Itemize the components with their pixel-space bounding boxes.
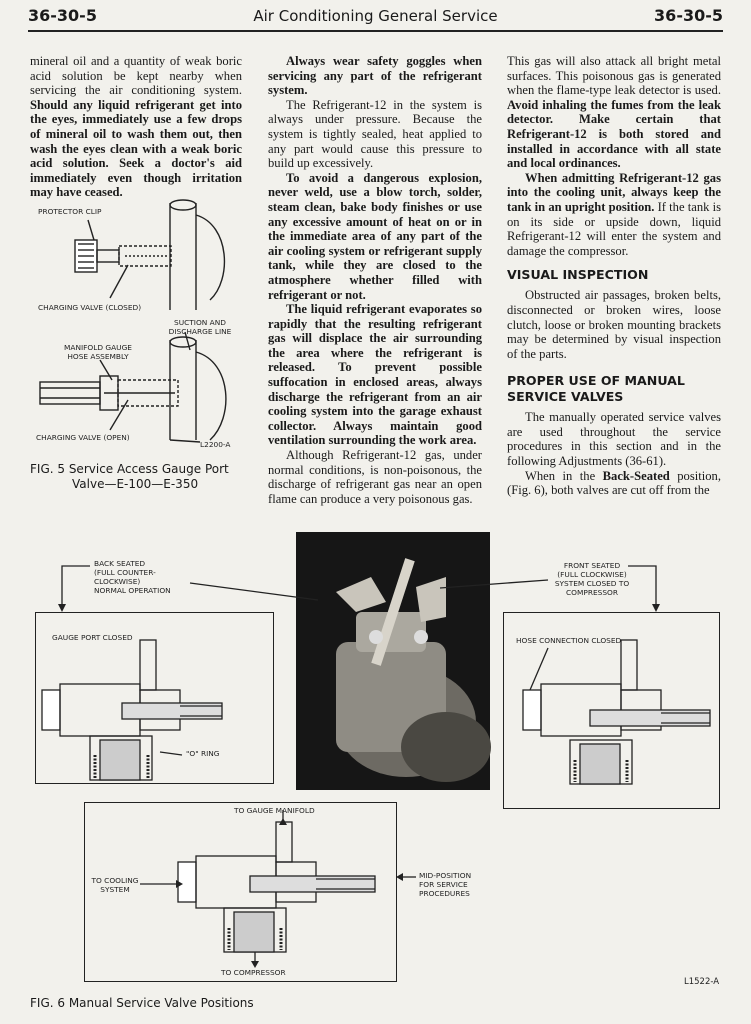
col3-paragraph-1: This gas will also attack all bright metal surfaces. This poisonous gas is generated when the flame-type leak detector is used. Avoid inhaling the fumes from the leak detector. Make certain that Refrigerant-12 is both stored and installed in accordance with all state and local ordinances. (507, 54, 721, 171)
fig5-reference-code: L2200-A (200, 440, 231, 449)
col3-paragraph-2: When admitting Refrigerant-12 gas into the cooling unit, always keep the tank in an upright position. If the tank is on its side or upside down, liquid Refrigerant-12 will enter the system and damage the compressor. (507, 170, 721, 258)
heading-manual-service-valves: PROPER USE OF MANUAL SERVICE VALVES (507, 373, 685, 405)
label-suction-discharge-line: SUCTION AND DISCHARGE LINE (168, 318, 232, 336)
fig6-caption: FIG. 6 Manual Service Valve Positions (30, 996, 254, 1010)
col2-paragraph-2: The Refrigerant-12 in the system is always under pressure. Because the system is tightly sealed, heat applied to any part would cause this pressure to build up excessively. (268, 97, 482, 171)
label-mid-position: MID-POSITION FOR SERVICE PROCEDURES (419, 871, 472, 898)
label-to-gauge-manifold: TO GAUGE MANIFOLD (234, 806, 315, 815)
col2-paragraph-4: The liquid refrigerant evaporates so rapidly that the resulting refrigerant gas will displace the air surrounding the area where the refrigerant is released. To prevent possible suffocation in enclosed areas, always discharge the refrigerant from an air cooling system into the garage exhaust collector. Always maintain good ventilation surrounding the work area. (268, 302, 482, 448)
col2-paragraph-1: Always wear safety goggles when servicing any part of the refrigerant system. (268, 54, 482, 98)
fig6-reference-code: L1522-A (684, 977, 720, 987)
fig5-caption-line-2: Valve—E-100—E-350 (72, 477, 199, 491)
fig5-caption-line-1: FIG. 5 Service Access Gauge Port (30, 462, 229, 476)
col2-paragraph-3: To avoid a dangerous explosion, never weld, use a blow torch, solder, steam clean, bake body finishes or use any excessive amount of heat on or in the immediate area of any part of the air cooling system or refrigerant supply tank, while they are closed to the atmosphere whether filled with refrigerant or not. (268, 170, 482, 302)
label-front-seated: FRONT SEATED (FULL CLOCKWISE) SYSTEM CLOSED TO COMPRESSOR (554, 561, 630, 597)
page-number-right: 36-30-5 (654, 6, 723, 25)
label-charging-valve-open: CHARGING VALVE (OPEN) (36, 433, 130, 442)
col2-paragraph-5: Although Refrigerant-12 gas, under normal conditions, is non-poisonous, the discharge of refrigerant gas near an open flame can produce a very poisonous gas. (268, 448, 482, 506)
label-to-cooling-system: TO COOLING SYSTEM (91, 876, 139, 894)
col1-paragraph: mineral oil and a quantity of weak boric acid solution be kept nearby when servicing the air conditioning system. Should any liquid refrigerant get into the eyes, immediately use a few drops of mineral oil to wash them out, then wash the eyes clean with a weak boric acid solution. Seek a doctor's aid immediately even though irritation may have ceased. (30, 54, 242, 200)
label-manifold-gauge-hose: MANIFOLD GAUGE HOSE ASSEMBLY (64, 343, 132, 361)
page-title: Air Conditioning General Service (253, 7, 498, 25)
label-o-ring: "O" RING (186, 749, 220, 758)
label-to-compressor: TO COMPRESSOR (221, 968, 286, 977)
col3-paragraph-3: Obstructed air passages, broken belts, disconnected or broken wires, loose clutch, loose or broken mounting brackets may be determined by visual inspection of the parts. (507, 288, 721, 361)
label-hose-connection-closed: HOSE CONNECTION CLOSED (516, 636, 622, 645)
label-gauge-port-closed: GAUGE PORT CLOSED (52, 633, 133, 642)
label-back-seated: BACK SEATED (FULL COUNTER- CLOCKWISE) NORMAL OPERATION (94, 559, 171, 595)
page-number-left: 36-30-5 (28, 6, 97, 25)
label-protector-clip: PROTECTOR CLIP (38, 207, 102, 216)
heading-visual-inspection: VISUAL INSPECTION (507, 267, 649, 283)
col3-paragraph-4: The manually operated service valves are used throughout the service procedures in this section and in the following Adjustments (36-61). (507, 410, 721, 469)
col3-paragraph-5: When in the Back-Seated position, (Fig. 6), both valves are cut off from the (507, 468, 721, 498)
label-charging-valve-closed: CHARGING VALVE (CLOSED) (38, 303, 142, 312)
